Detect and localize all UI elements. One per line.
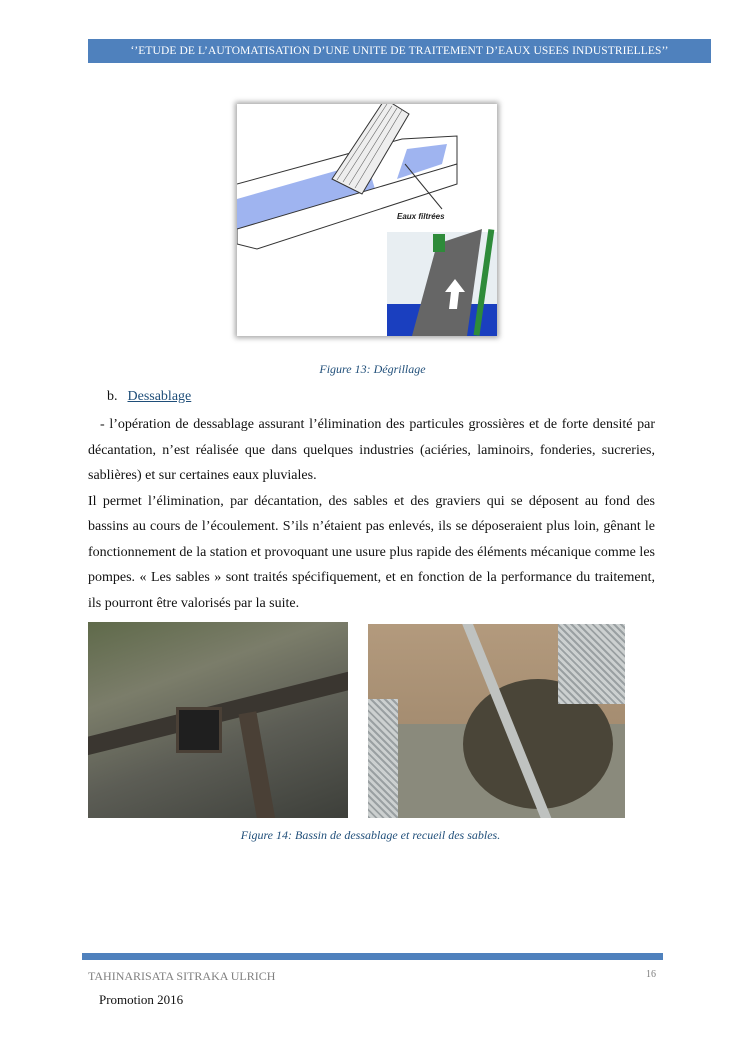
paragraph-2: Il permet l’élimination, par décantation, des sables et des graviers qui se déposent au fond des bassins au cours de l’écoulement. S’ils n’étaient pas enlevés, ils se déposeraient plus loin, gênant le fonctionnement de la station et provoquant une usure plus rapide des éléments mécanique comme les pompes. « Les sables » sont traités spécifiquement, et en fonction de la performance du traitement, ils pourront être valorisés par la suite. <box>88 493 655 611</box>
paragraph-1: - l’opération de dessablage assurant l’élimination des particules grossières et de forte densité par décantation, n’est réalisée que dans quelques industries (aciéries, laminoirs, fonderies, sucreries, sablières) et sur certaines eaux pluviales. <box>88 417 655 483</box>
page-number: 16 <box>646 969 656 980</box>
dessablage-basin-photo <box>88 622 348 818</box>
sand-collection-photo <box>368 624 625 818</box>
section-heading <box>88 386 655 412</box>
footer-promotion: Promotion 2016 <box>99 992 184 1007</box>
figure-13-caption: Figure 13: Dégrillage <box>319 362 426 376</box>
section-body <box>88 386 655 616</box>
footer-divider <box>82 953 663 960</box>
eaux-filtrees-label: Eaux filtrées <box>397 212 445 221</box>
section-letter: b. <box>107 389 118 404</box>
footer-author: TAHINARISATA SITRAKA ULRICH <box>88 969 276 983</box>
figure-degrillage-image <box>237 104 497 336</box>
figure-14-caption: Figure 14: Bassin de dessablage et recueil des sables. <box>240 828 501 842</box>
section-title: Dessablage <box>127 389 192 404</box>
header-banner: ‘’ETUDE DE L’AUTOMATISATION D’UNE UNITE DE TRAITEMENT D’EAUX USEES INDUSTRIELLES’’ <box>88 39 711 63</box>
